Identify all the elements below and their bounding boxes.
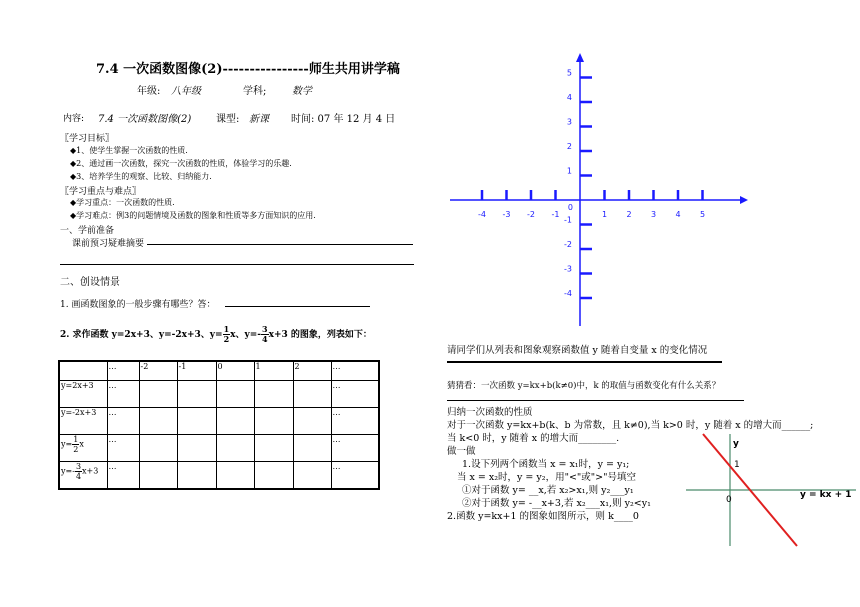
content-value: 7.4 一次函数图像(2) — [98, 114, 192, 125]
table-cell — [139, 435, 177, 462]
section2-heading: 二、创设情景 — [60, 277, 120, 288]
objective-item: ◆3、培养学生的观察、比较、归纳能力. — [70, 172, 212, 181]
x-axis-arrow — [740, 196, 748, 204]
table-cell — [216, 462, 254, 490]
y-tick-label: 4 — [566, 93, 572, 102]
question-2-prefix: 2. 求作函数 y=2x+3、y=-2x+3、y= — [60, 330, 223, 340]
y-tick-label: 2 — [566, 142, 572, 151]
y-tick-label: 3 — [566, 117, 572, 127]
row-label: y= $\frac{1}{2}$ x — [59, 435, 107, 462]
keypoints-heading: 〖学习重点与难点〗 — [60, 187, 142, 197]
table-cell — [216, 381, 254, 408]
x-tick-label: 4 — [675, 210, 681, 219]
keypoint-item: ◆学习难点：例3的问题情境及函数的图象和性质等多方面知识的应用. — [70, 211, 316, 220]
y-tick-label: -4 — [564, 289, 572, 298]
table-cell: -1 — [177, 361, 216, 381]
value-table — [58, 360, 380, 490]
y-tick-label: -2 — [564, 240, 572, 249]
table-cell — [139, 381, 177, 408]
answer-line — [60, 264, 414, 265]
objectives-heading: 〖学习目标〗 — [60, 134, 115, 144]
try-line-4: ②对于函数 y= -__x+3,若 x₂___x₁,则 y₂<y₁ — [462, 498, 651, 509]
table-row — [59, 462, 379, 490]
table-cell — [177, 408, 216, 435]
origin-label: 0 — [567, 203, 573, 212]
x-tick-label: 1 — [601, 210, 608, 219]
try-heading: 做一做 — [447, 446, 476, 457]
table-cell: … — [331, 435, 379, 462]
table-cell — [293, 408, 331, 435]
answer-line — [447, 361, 722, 363]
x-tick-label: -3 — [502, 210, 511, 219]
row-label: y=-2x+3 — [59, 408, 107, 435]
table-cell — [216, 435, 254, 462]
table-cell: … — [107, 462, 139, 490]
lesson-label: 课型: — [216, 114, 240, 125]
content-label: 内容: — [63, 114, 85, 124]
table-cell — [254, 408, 293, 435]
x-tick-label: -4 — [478, 210, 486, 219]
lesson-time: 时间: 07 年 12 月 4 日 — [291, 114, 396, 125]
y-tick-label: 1 — [566, 166, 572, 176]
y-axis-arrow — [576, 53, 584, 62]
y-tick-label: -1 — [564, 215, 572, 225]
table-header-row — [59, 361, 379, 381]
table-cell — [177, 462, 216, 490]
table-cell — [293, 381, 331, 408]
table-row — [59, 381, 379, 408]
origin-label: 0 — [726, 495, 732, 505]
table-cell — [59, 361, 107, 381]
try-line-1: 1.设下列两个函数当 x = x₁时，y = y₁; — [462, 459, 630, 470]
y-tick-label: -3 — [564, 264, 572, 274]
try-line-5: 2.函数 y=kx+1 的图象如图所示，则 k____0 — [447, 511, 639, 522]
try-line-3: ①对于函数 y= __x,若 x₂>x₁,则 y₂___y₁ — [462, 485, 634, 496]
section1-heading: 一、学前准备 — [60, 226, 115, 236]
lesson-value: 新课 — [249, 114, 269, 125]
table-cell: -2 — [139, 361, 177, 381]
table-row — [59, 408, 379, 435]
try-line-2: 当 x = x₂时，y = y₂，用"<"或">"号填空 — [457, 472, 636, 483]
table-cell — [254, 462, 293, 490]
table-cell — [139, 408, 177, 435]
fraction: $\frac{3}{4}$ — [262, 324, 268, 344]
y-axis-label: y — [733, 439, 739, 449]
row-label: y=- $\frac{3}{4}$ x+3 — [59, 462, 107, 490]
table-cell — [216, 408, 254, 435]
table-cell — [139, 462, 177, 490]
question-2-suffix: x+3 的图象，列表如下： — [268, 330, 372, 340]
preview-label: 课前预习疑难摘要 — [72, 239, 145, 249]
question-1: 1. 画函数图象的一般步骤有哪些？答： — [60, 300, 216, 310]
table-cell: … — [331, 361, 379, 381]
row-label: y=2x+3 — [59, 381, 107, 408]
subject-value: 数学 — [292, 86, 312, 97]
table-cell: … — [331, 462, 379, 490]
one-label: 1 — [734, 460, 740, 470]
table-row — [59, 435, 379, 462]
answer-line — [225, 306, 370, 307]
table-cell — [177, 435, 216, 462]
page-title: 7.4 一次函数图像(2)----------------师生共用讲学稿 — [96, 62, 400, 77]
table-cell: … — [107, 381, 139, 408]
table-cell: … — [331, 408, 379, 435]
objective-item: ◆1、使学生掌握一次函数的性质. — [70, 146, 188, 155]
table-cell: … — [107, 361, 139, 381]
small-graph — [680, 430, 858, 550]
coordinate-plane — [450, 50, 750, 330]
answer-line — [447, 400, 744, 401]
question-2 — [60, 325, 372, 344]
x-tick-label: 5 — [699, 210, 706, 219]
table-cell: 2 — [293, 361, 331, 381]
guess-text: 猜猜看：一次函数 y=kx+b(k≠0)中，k 的取值与函数变化有什么关系？ — [447, 381, 721, 391]
keypoint-item: ◆学习重点：一次函数的性质. — [70, 198, 175, 207]
table-cell — [254, 381, 293, 408]
table-cell: … — [107, 408, 139, 435]
summary-line-2: 当 k<0 时，y 随着 x 的增大而________. — [447, 433, 620, 444]
table-cell: 1 — [254, 361, 293, 381]
table-cell — [254, 435, 293, 462]
table-cell: … — [107, 435, 139, 462]
grade-value: 八年级 — [171, 86, 201, 97]
x-tick-label: 3 — [650, 210, 657, 219]
x-tick-label: -2 — [527, 210, 535, 219]
line-label: y = kx + 1 — [800, 490, 852, 500]
observe-text: 请同学们从列表和图象观察函数值 y 随着自变量 x 的变化情况 — [447, 345, 708, 356]
question-2-mid: x、y=- — [230, 330, 262, 340]
table-cell — [177, 381, 216, 408]
fraction: $\frac{1}{2}$ — [223, 324, 230, 344]
grade-label: 年级: — [137, 86, 161, 97]
x-tick-label: -1 — [551, 210, 560, 219]
table-cell — [293, 462, 331, 490]
objective-item: ◆2、通过画一次函数，探究一次函数的性质，体验学习的乐趣. — [70, 159, 292, 168]
x-tick-label: 2 — [626, 210, 632, 219]
table-cell: … — [331, 381, 379, 408]
table-cell — [293, 435, 331, 462]
table-cell: 0 — [216, 361, 254, 381]
y-tick-label: 5 — [566, 68, 572, 78]
summary-line-1: 对于一次函数 y=kx+b(k、b 为常数，且 k≠0),当 k>0 时，y 随着 x 的增大而______; — [447, 420, 814, 431]
subject-label: 学科; — [243, 86, 267, 97]
answer-line — [147, 244, 413, 245]
summary-heading: 归纳一次函数的性质 — [447, 407, 533, 418]
